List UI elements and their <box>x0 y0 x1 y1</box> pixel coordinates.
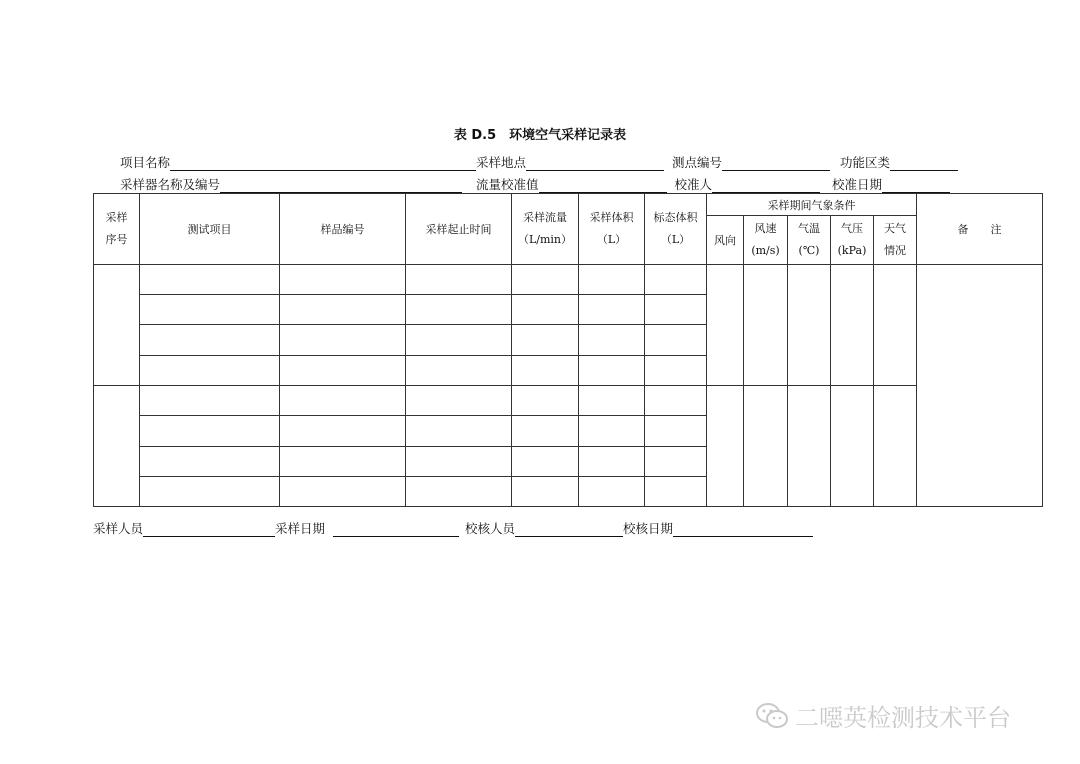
wind-direction-cell[interactable] <box>707 386 744 507</box>
footer-label-check-date: 校核日期 <box>623 521 674 536</box>
sample-no-cell[interactable] <box>94 386 140 507</box>
field-label-sampling-site: 采样地点 <box>476 155 527 170</box>
project-name-blank[interactable] <box>170 156 476 171</box>
flow-cell[interactable] <box>512 447 579 477</box>
field-label-point-no: 测点编号 <box>672 155 723 170</box>
test-item-cell[interactable] <box>140 416 280 447</box>
footer-label-checker: 校核人员 <box>465 521 516 536</box>
checker-blank[interactable] <box>515 522 623 537</box>
field-label-flow-calibration: 流量校准值 <box>476 177 539 192</box>
watermark-text: 二噁英检测技术平台 <box>795 704 1011 732</box>
remark-cell[interactable] <box>917 265 1043 507</box>
time-cell[interactable] <box>406 295 512 325</box>
wind-speed-cell[interactable] <box>744 386 788 507</box>
volume-cell[interactable] <box>579 265 645 295</box>
std-volume-cell[interactable] <box>645 356 707 386</box>
sampler-blank[interactable] <box>143 522 275 537</box>
header-wind-direction: 风向 <box>707 216 744 265</box>
time-cell[interactable] <box>406 325 512 356</box>
table-row <box>94 386 1043 416</box>
header-sample-no: 采样 序号 <box>94 194 140 265</box>
test-item-cell[interactable] <box>140 325 280 356</box>
flow-cell[interactable] <box>512 325 579 356</box>
calibrator-blank[interactable] <box>712 178 820 193</box>
std-volume-cell[interactable] <box>645 295 707 325</box>
flow-calibration-blank[interactable] <box>539 178 667 193</box>
sample-code-cell[interactable] <box>280 447 406 477</box>
test-item-cell[interactable] <box>140 356 280 386</box>
header-std-volume: 标态体积 （L） <box>645 194 707 265</box>
sample-code-cell[interactable] <box>280 386 406 416</box>
temperature-cell[interactable] <box>788 265 831 386</box>
test-item-cell[interactable] <box>140 386 280 416</box>
field-label-calibration-date: 校准日期 <box>832 177 883 192</box>
function-zone-blank[interactable] <box>890 156 958 171</box>
weather-cell[interactable] <box>874 386 917 507</box>
header-weather: 天气 情况 <box>874 216 917 265</box>
footer-label-sampler: 采样人员 <box>93 521 144 536</box>
time-cell[interactable] <box>406 386 512 416</box>
time-cell[interactable] <box>406 356 512 386</box>
weather-cell[interactable] <box>874 265 917 386</box>
header-volume: 采样体积 （L） <box>579 194 645 265</box>
header-sampling-time: 采样起止时间 <box>406 194 512 265</box>
header-fields-row1 <box>120 153 958 171</box>
volume-cell[interactable] <box>579 295 645 325</box>
std-volume-cell[interactable] <box>645 265 707 295</box>
sample-code-cell[interactable] <box>280 265 406 295</box>
time-cell[interactable] <box>406 416 512 447</box>
sampling-record-table <box>93 193 1043 507</box>
sample-code-cell[interactable] <box>280 295 406 325</box>
time-cell[interactable] <box>406 265 512 295</box>
volume-cell[interactable] <box>579 416 645 447</box>
sample-code-cell[interactable] <box>280 356 406 386</box>
header-pressure: 气压 (kPa) <box>831 216 874 265</box>
time-cell[interactable] <box>406 477 512 507</box>
std-volume-cell[interactable] <box>645 386 707 416</box>
flow-cell[interactable] <box>512 265 579 295</box>
volume-cell[interactable] <box>579 477 645 507</box>
std-volume-cell[interactable] <box>645 325 707 356</box>
volume-cell[interactable] <box>579 447 645 477</box>
header-remark: 备 注 <box>917 194 1043 265</box>
test-item-cell[interactable] <box>140 295 280 325</box>
footer-label-sampling-date: 采样日期 <box>275 521 326 536</box>
watermark <box>755 698 1011 736</box>
header-fields-row2 <box>120 175 950 193</box>
wind-direction-cell[interactable] <box>707 265 744 386</box>
field-label-function-zone: 功能区类 <box>840 155 891 170</box>
test-item-cell[interactable] <box>140 477 280 507</box>
field-label-calibrator: 校准人 <box>674 177 713 192</box>
flow-cell[interactable] <box>512 295 579 325</box>
header-wind-speed: 风速 (m/s) <box>744 216 788 265</box>
std-volume-cell[interactable] <box>645 477 707 507</box>
volume-cell[interactable] <box>579 356 645 386</box>
footer-signatures <box>93 519 813 537</box>
sample-code-cell[interactable] <box>280 416 406 447</box>
point-no-blank[interactable] <box>722 156 830 171</box>
wind-speed-cell[interactable] <box>744 265 788 386</box>
flow-cell[interactable] <box>512 477 579 507</box>
pressure-cell[interactable] <box>831 265 874 386</box>
header-flow: 采样流量 （L/min） <box>512 194 579 265</box>
sample-code-cell[interactable] <box>280 477 406 507</box>
form-title: 表 D.5 环境空气采样记录表 <box>453 128 627 143</box>
header-weather-conditions: 采样期间气象条件 <box>707 194 917 216</box>
test-item-cell[interactable] <box>140 447 280 477</box>
test-item-cell[interactable] <box>140 265 280 295</box>
sampling-date-blank[interactable] <box>333 522 459 537</box>
header-test-item: 测试项目 <box>140 194 280 265</box>
field-label-sampler-name: 采样器名称及编号 <box>120 177 221 192</box>
volume-cell[interactable] <box>579 325 645 356</box>
temperature-cell[interactable] <box>788 386 831 507</box>
wechat-icon <box>755 702 789 736</box>
header-temperature: 气温 (℃) <box>788 216 831 265</box>
header-sample-code: 样品编号 <box>280 194 406 265</box>
field-label-project-name: 项目名称 <box>120 155 171 170</box>
sampler-name-blank[interactable] <box>220 178 462 193</box>
flow-cell[interactable] <box>512 416 579 447</box>
table-row <box>94 265 1043 295</box>
flow-cell[interactable] <box>512 386 579 416</box>
sample-code-cell[interactable] <box>280 325 406 356</box>
std-volume-cell[interactable] <box>645 416 707 447</box>
std-volume-cell[interactable] <box>645 447 707 477</box>
sampling-site-blank[interactable] <box>526 156 664 171</box>
calibration-date-blank[interactable] <box>882 178 950 193</box>
time-cell[interactable] <box>406 447 512 477</box>
volume-cell[interactable] <box>579 386 645 416</box>
pressure-cell[interactable] <box>831 386 874 507</box>
sample-no-cell[interactable] <box>94 265 140 386</box>
check-date-blank[interactable] <box>673 522 813 537</box>
flow-cell[interactable] <box>512 356 579 386</box>
